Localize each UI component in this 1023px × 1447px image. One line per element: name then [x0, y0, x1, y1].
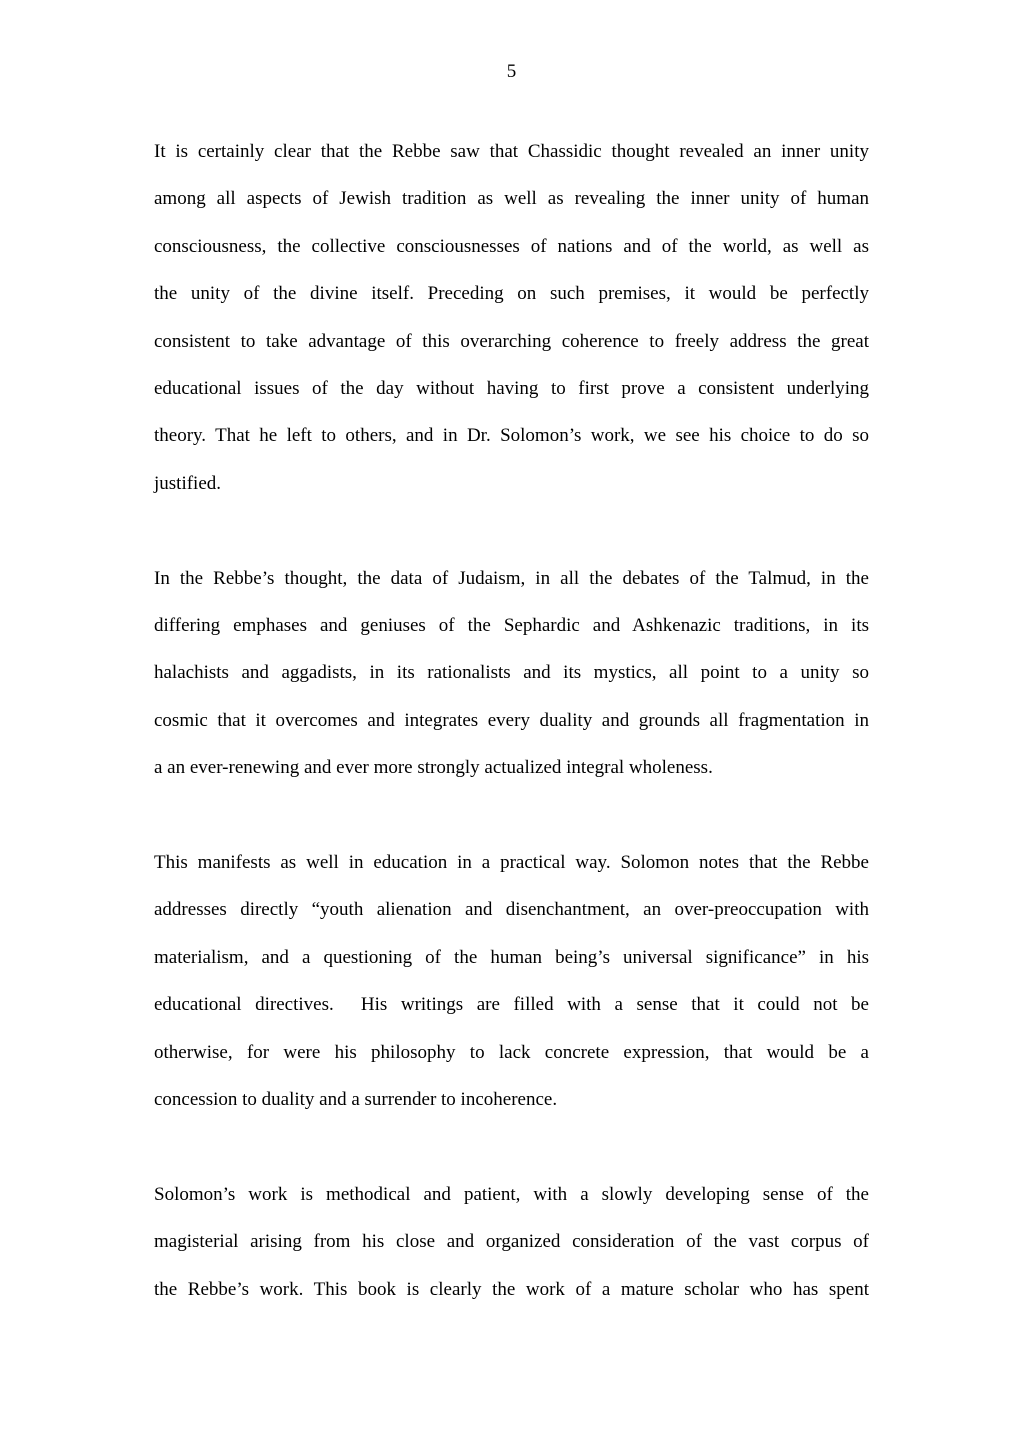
text-line: theory. That he left to others, and in Dr. Solomon’s work, we see his choice to do so [154, 425, 869, 447]
paragraph-1 [154, 128, 869, 507]
text-line: In the Rebbe’s thought, the data of Judaism, in all the debates of the Talmud, in the [154, 567, 869, 589]
text-line: materialism, and a questioning of the human being’s universal significance” in his [154, 946, 869, 968]
text-line: the Rebbe’s work. This book is clearly the work of a mature scholar who has spent [154, 1278, 869, 1300]
text-line: differing emphases and geniuses of the Sephardic and Ashkenazic traditions, in its [154, 615, 869, 637]
text-line: justified. [154, 472, 222, 494]
text-line: It is certainly clear that the Rebbe saw that Chassidic thought revealed an inner unity [154, 141, 869, 162]
text-line: otherwise, for were his philosophy to lack concrete expression, that would be a [154, 1041, 869, 1063]
paragraph-3 [154, 839, 869, 1123]
page-number: 5 [506, 61, 517, 82]
text-line: a an ever-renewing and ever more strongly actualized integral wholeness. [154, 757, 713, 779]
text-line: concession to duality and a surrender to incoherence. [154, 1089, 558, 1111]
paragraph-4 [154, 1171, 869, 1313]
paragraph-2 [154, 555, 869, 792]
text-line: halachists and aggadists, in its rationalists and its mystics, all point to a unity so [154, 662, 869, 684]
text-line: cosmic that it overcomes and integrates every duality and grounds all fragmentation in [154, 709, 869, 731]
text-line: consistent to take advantage of this overarching coherence to freely address the great [154, 330, 869, 352]
text-line: addresses directly “youth alienation and disenchantment, an over-preoccupation with [154, 899, 869, 921]
text-line: Solomon’s work is methodical and patient, with a slowly developing sense of the [154, 1183, 869, 1205]
text-line: educational issues of the day without having to first prove a consistent underlying [154, 378, 869, 400]
text-line: consciousness, the collective consciousnesses of nations and of the world, as well as [154, 235, 869, 257]
text-line: the unity of the divine itself. Preceding on such premises, it would be perfectly [154, 283, 869, 305]
text-line: magisterial arising from his close and organized consideration of the vast corpus of [154, 1231, 869, 1253]
body-text [154, 128, 869, 1361]
text-line: among all aspects of Jewish tradition as well as revealing the inner unity of human [154, 188, 869, 210]
text-line: This manifests as well in education in a practical way. Solomon notes that the Rebbe [154, 852, 869, 874]
text-line: educational directives. His writings are filled with a sense that it could not be [154, 994, 869, 1016]
